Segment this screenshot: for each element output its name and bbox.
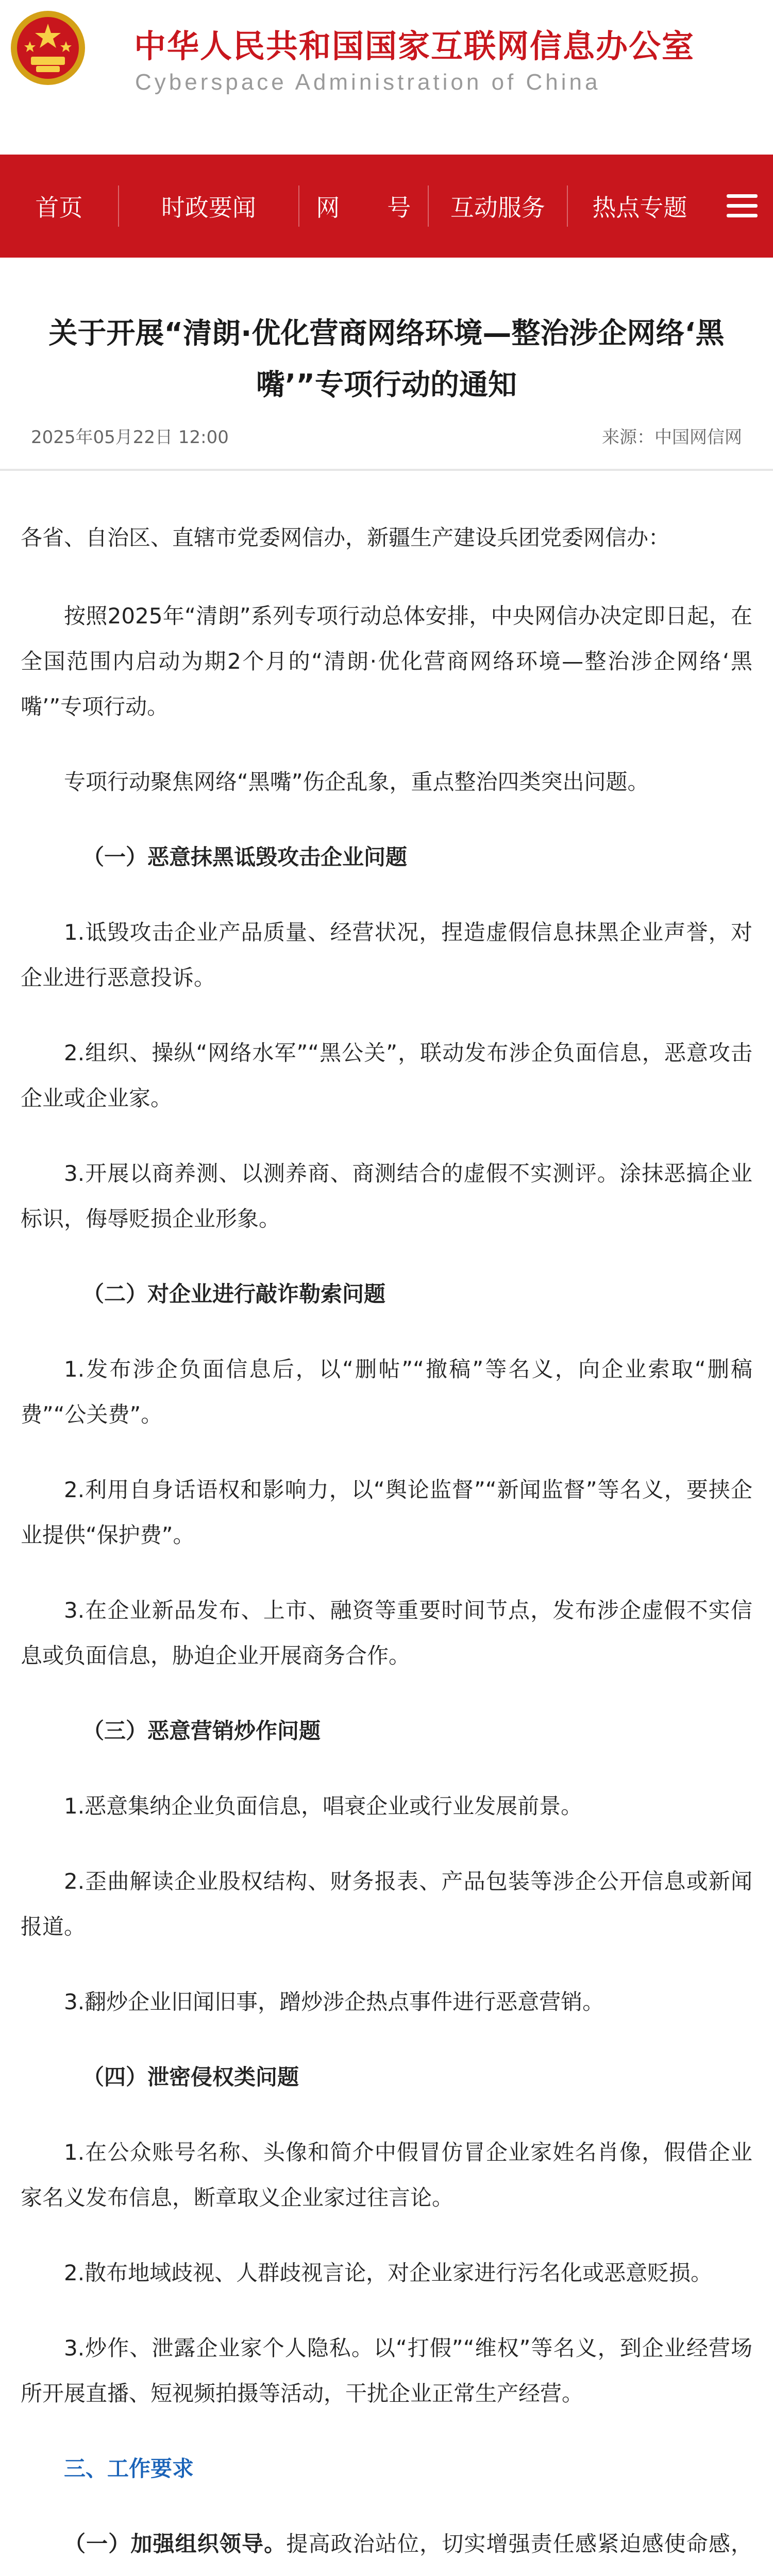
section-heading: （一）恶意抹黑诋毁攻击企业问题 (82, 844, 408, 870)
section-item: 2.组织、操纵“网络水军”“黑公关”，联动发布涉企负面信息，恶意攻击企业或企业家。 (21, 1040, 752, 1111)
section-heading: （二）对企业进行敲诈勒索问题 (82, 1281, 386, 1307)
hamburger-menu-icon (727, 193, 758, 219)
section-item: 1.诋毁攻击企业产品质量、经营状况，捏造虚假信息抹黑企业声誉，对企业进行恶意投诉。 (21, 920, 752, 990)
section-item: 3.在企业新品发布、上市、融资等重要时间节点，发布涉企虚假不实信息或负面信息，胁迫企业开展商务合作。 (21, 1598, 752, 1668)
section-item: 2.散布地域歧视、人群歧视言论，对企业家进行污名化或恶意贬损。 (64, 2260, 713, 2285)
section-heading: （四）泄密侵权类问题 (82, 2064, 299, 2090)
article-source: 来源：中国网信网 (602, 427, 742, 448)
requirement-lead: （一）加强组织领导。 (64, 2531, 287, 2556)
article-title: 关于开展“清朗·优化营商网络环境—整治涉企网络‘黑嘴’”专项行动的通知 (48, 316, 725, 402)
nav-item-network[interactable]: 网 号 (316, 194, 411, 222)
nav-item-news[interactable]: 时政要闻 (161, 194, 256, 222)
section-heading: （三）恶意营销炒作问题 (82, 1718, 321, 1743)
main-nav (0, 155, 773, 258)
section-item: 2.利用自身话语权和影响力，以“舆论监督”“新闻监督”等名义，要挟企业提供“保护费”。 (21, 1477, 752, 1548)
requirements-heading: 三、工作要求 (64, 2456, 194, 2481)
nav-item-services[interactable]: 互动服务 (450, 194, 545, 222)
national-emblem-icon (9, 9, 87, 87)
focus-paragraph: 专项行动聚焦网络“黑嘴”伤企乱象，重点整治四类突出问题。 (64, 769, 649, 794)
nav-item-topics[interactable]: 热点专题 (592, 194, 687, 222)
masthead (0, 0, 773, 155)
article-meta (31, 415, 742, 456)
site-name-english: Cyberspace Administration of China (135, 70, 601, 95)
site-name: 中华人民共和国国家互联网信息办公室 (134, 27, 695, 65)
section-item: 1.在公众账号名称、头像和简介中假冒仿冒企业家姓名肖像，假借企业家名义发布信息，断章取义企业家过往言论。 (21, 2140, 752, 2210)
section-item: 3.炒作、泄露企业家个人隐私。以“打假”“维权”等名义，到企业经营场所开展直播、短视频拍摄等活动，干扰企业正常生产经营。 (21, 2335, 752, 2406)
section-item: 3.开展以商养测、以测养商、商测结合的虚假不实测评。涂抹恶搞企业标识，侮辱贬损企业形象。 (21, 1161, 752, 1231)
section-item: 3.翻炒企业旧闻旧事，蹭炒涉企热点事件进行恶意营销。 (64, 1989, 604, 2014)
article-body (21, 515, 752, 2576)
publish-date: 2025年05月22日 12:00 (31, 427, 229, 448)
section-item: 1.恶意集纳企业负面信息，唱衰企业或行业发展前景。 (64, 1793, 583, 1819)
nav-item-home[interactable]: 首页 (35, 194, 83, 222)
section-item: 2.歪曲解读企业股权结构、财务报表、产品包装等涉企公开信息或新闻报道。 (21, 1869, 752, 1939)
requirement-text: 提高政治站位，切实增强责任感紧迫感使命感， (286, 2531, 752, 2556)
intro-paragraph: 按照2025年“清朗”系列专项行动总体安排，中央网信办决定即日起，在全国范围内启动为期2个月的“清朗·优化营商网络环境—整治涉企网络‘黑嘴’”专项行动。 (21, 603, 752, 719)
salutation: 各省、自治区、直辖市党委网信办，新疆生产建设兵团党委网信办： (21, 525, 670, 550)
meta-divider (0, 469, 773, 471)
section-item: 1.发布涉企负面信息后，以“删帖”“撤稿”等名义，向企业索取“删稿费”“公关费”。 (21, 1357, 752, 1427)
requirement-paragraph (21, 2521, 752, 2576)
menu-button[interactable] (712, 155, 773, 258)
